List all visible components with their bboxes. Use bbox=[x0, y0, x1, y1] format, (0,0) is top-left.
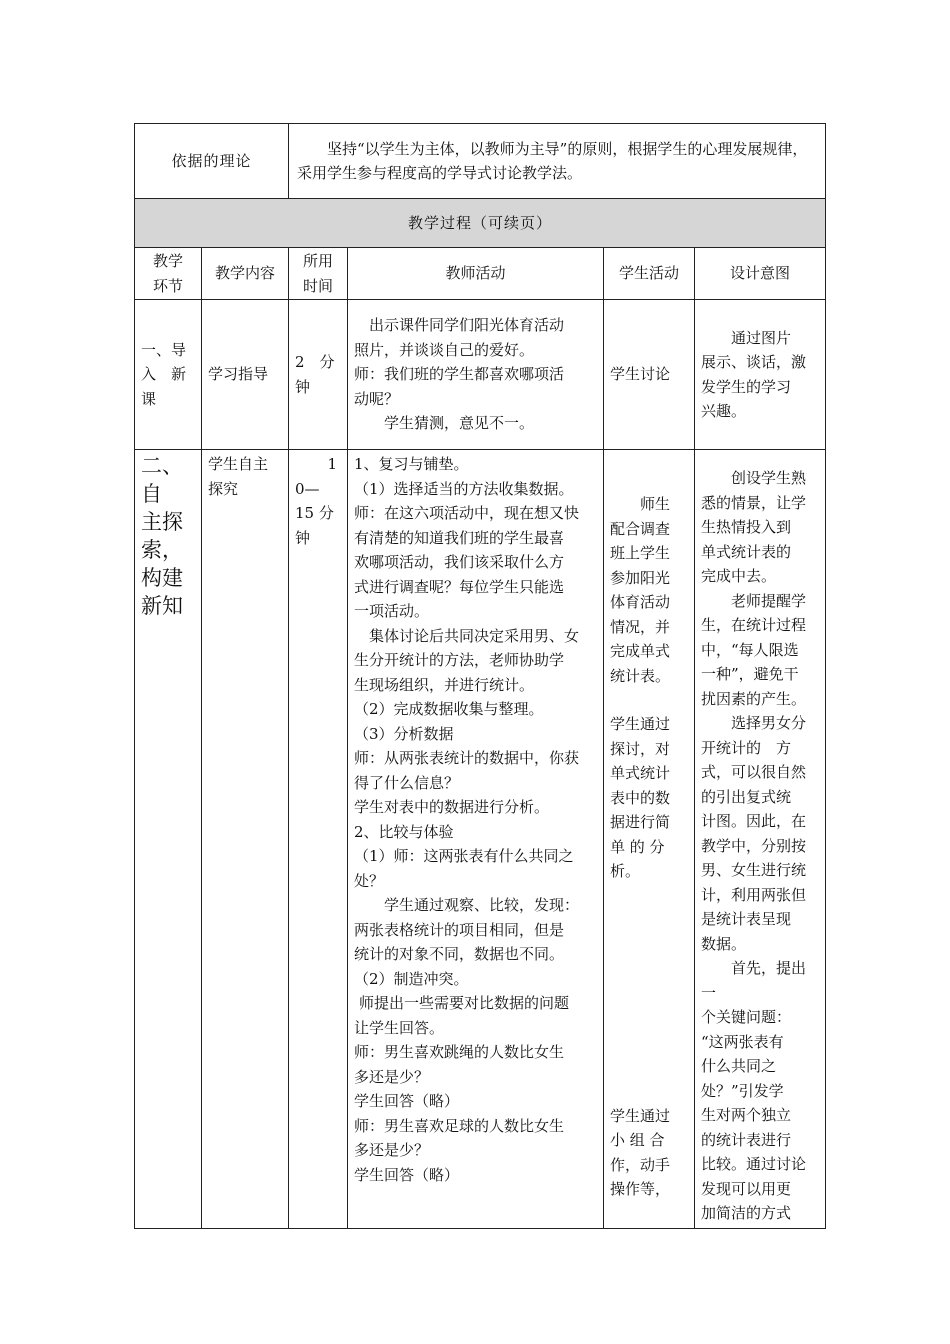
teacher-line: 师提出一些需要对比数据的问题 bbox=[359, 994, 570, 1012]
row1-time-line: 钟 bbox=[295, 377, 311, 396]
teacher-line: 生分开统计的方法，老师协助学 bbox=[354, 651, 565, 669]
teacher-line: （2）完成数据收集与整理。 bbox=[354, 700, 544, 718]
teacher-line: 学生猜测，意见不一。 bbox=[384, 414, 535, 433]
row1-phase-line: 课 bbox=[141, 389, 157, 408]
intent-line: 生，在统计过程 bbox=[701, 616, 807, 634]
row1-time-line: 2 分 bbox=[295, 353, 335, 371]
intent-line: 中，“每人限选 bbox=[701, 640, 799, 659]
teacher-line: 师：我们班的学生都喜欢哪项活 bbox=[354, 365, 565, 384]
lesson-plan-document bbox=[134, 123, 825, 1229]
row2-intent bbox=[695, 450, 826, 1229]
teacher-line: 多还是少？ bbox=[354, 1067, 430, 1086]
student-line: 配合调查 bbox=[610, 519, 671, 538]
teacher-line: 出示课件同学们阳光体育活动 bbox=[369, 316, 565, 335]
intent-line: 开统计的 方 bbox=[701, 738, 792, 757]
teacher-line: 统计的对象不同，数据也不同。 bbox=[354, 945, 565, 963]
intent-line: 生对两个独立 bbox=[701, 1106, 792, 1124]
teacher-line: 学生通过观察、比较，发现： bbox=[384, 896, 580, 914]
header-content: 教学内容 bbox=[202, 248, 289, 300]
row1-phase-line: 入 新 bbox=[141, 365, 187, 384]
intent-line: 教学中，分别按 bbox=[701, 836, 807, 855]
intent-line: 单式统计表的 bbox=[701, 542, 792, 561]
teacher-line: 让学生回答。 bbox=[354, 1018, 445, 1037]
teacher-line: （1）师：这两张表有什么共同之 bbox=[354, 847, 574, 865]
intent-line: 兴趣。 bbox=[701, 402, 747, 420]
student-line: 据进行简 bbox=[610, 813, 671, 831]
row2-phase-line: 主探 bbox=[141, 510, 183, 534]
teacher-line: 一项活动。 bbox=[354, 602, 430, 620]
teacher-line: （2）制造冲突。 bbox=[354, 969, 469, 988]
teacher-line: 2、比较与体验 bbox=[354, 822, 454, 841]
student-line: 析。 bbox=[610, 862, 641, 880]
row1-time bbox=[289, 300, 348, 450]
row1-phase bbox=[135, 300, 202, 450]
teacher-line: 师：男生喜欢足球的人数比女生 bbox=[354, 1116, 565, 1135]
header-time bbox=[289, 248, 348, 300]
student-line: 班上学生 bbox=[610, 544, 671, 562]
student-line: 学生通过 bbox=[610, 715, 671, 733]
teacher-line: 式进行调查呢？每位学生只能选 bbox=[354, 577, 565, 596]
header-phase-line: 教学 bbox=[152, 252, 183, 270]
student-line: 单 的 分 bbox=[610, 837, 665, 856]
row2-phase-line: 构建 bbox=[141, 566, 183, 590]
row2-phase-line: 新知 bbox=[141, 594, 183, 618]
row2-phase-line: 二、自 bbox=[141, 454, 183, 506]
intent-line: 一种”，避免干 bbox=[701, 665, 799, 683]
row-explore bbox=[135, 450, 826, 1229]
student-line: 操作等， bbox=[610, 1180, 671, 1198]
intent-line: 处？”引发学 bbox=[701, 1081, 784, 1100]
row1-content: 学习指导 bbox=[202, 300, 289, 450]
intent-line: 加简洁的方式 bbox=[701, 1204, 792, 1222]
row2-content-line: 探究 bbox=[208, 479, 239, 498]
lesson-plan-table bbox=[134, 123, 826, 1229]
intent-line: 计图。因此，在 bbox=[701, 812, 807, 830]
row2-time-line: 钟 bbox=[295, 528, 311, 547]
student-line: 师生 bbox=[640, 495, 671, 513]
row2-content bbox=[202, 450, 289, 1229]
header-intent: 设计意图 bbox=[695, 248, 826, 300]
student-line: 统计表。 bbox=[610, 666, 671, 685]
intent-line: 扰因素的产生。 bbox=[701, 689, 807, 708]
student-line: 表中的数 bbox=[610, 788, 671, 807]
student-line: 体育活动 bbox=[610, 593, 671, 611]
header-student: 学生活动 bbox=[604, 248, 695, 300]
teacher-line: 多还是少？ bbox=[354, 1141, 430, 1159]
teacher-line: 动呢？ bbox=[354, 389, 400, 408]
intent-line: 式，可以很自然 bbox=[701, 763, 807, 781]
header-phase-line: 环节 bbox=[152, 276, 183, 295]
row1-teacher bbox=[348, 300, 604, 450]
intent-line: 展示、谈话，激 bbox=[701, 353, 807, 371]
teacher-line: 得了什么信息？ bbox=[354, 773, 460, 792]
student-line: 情况，并 bbox=[610, 617, 671, 636]
student-line: 完成单式 bbox=[610, 642, 671, 660]
teacher-line: 学生回答（略） bbox=[354, 1092, 460, 1110]
student-line: 学生通过 bbox=[610, 1106, 671, 1125]
intent-line: 男、女生进行统 bbox=[701, 861, 807, 879]
row2-content-line: 学生自主 bbox=[208, 455, 269, 473]
teacher-line: 学生回答（略） bbox=[354, 1165, 460, 1184]
intent-line: 发现可以用更 bbox=[701, 1179, 792, 1198]
teacher-line: （1）选择适当的方法收集数据。 bbox=[354, 479, 574, 498]
teacher-line: 两张表格统计的项目相同，但是 bbox=[354, 920, 565, 939]
intent-line: 计，利用两张但 bbox=[701, 885, 807, 904]
teacher-line: 集体讨论后共同决定采用男、女 bbox=[369, 626, 580, 645]
student-line: 小 组 合 bbox=[610, 1131, 665, 1149]
intent-line: 什么共同之 bbox=[701, 1057, 777, 1075]
student-line: 参加阳光 bbox=[610, 568, 671, 587]
row2-time bbox=[289, 450, 348, 1229]
student-line: 探讨，对 bbox=[610, 739, 671, 758]
row1-phase-line: 一、导 bbox=[141, 340, 187, 359]
intent-line: 通过图片 bbox=[731, 328, 792, 347]
intent-line: 选择男女分 bbox=[731, 714, 807, 732]
teacher-line: 师：男生喜欢跳绳的人数比女生 bbox=[354, 1043, 565, 1061]
student-line: 作，动手 bbox=[610, 1155, 671, 1174]
intent-line: 创设学生熟 bbox=[731, 469, 807, 487]
theory-label: 依据的理论 bbox=[135, 124, 289, 199]
header-teacher: 教师活动 bbox=[348, 248, 604, 300]
process-banner: 教学过程（可续页） bbox=[135, 199, 826, 248]
intent-line: 首先，提出一 bbox=[701, 959, 807, 1002]
header-time-line: 所用 bbox=[303, 252, 334, 270]
theory-row bbox=[135, 124, 826, 199]
intent-line: 生热情投入到 bbox=[701, 518, 792, 536]
row1-intent bbox=[695, 300, 826, 450]
teacher-line: 学生对表中的数据进行分析。 bbox=[354, 798, 550, 816]
teacher-line: 处？ bbox=[354, 871, 385, 890]
intent-line: 是统计表呈现 bbox=[701, 910, 792, 928]
row2-time-line: 1 bbox=[327, 455, 338, 473]
student-line: 单式统计 bbox=[610, 764, 671, 782]
row-intro bbox=[135, 300, 826, 450]
intent-line: 数据。 bbox=[701, 934, 747, 953]
teacher-line: 照片，并谈谈自己的爱好。 bbox=[354, 340, 535, 359]
row2-phase bbox=[135, 450, 202, 1229]
intent-line: 完成中去。 bbox=[701, 567, 777, 585]
row1-student: 学生讨论 bbox=[604, 300, 695, 450]
intent-line: 个关键问题： bbox=[701, 1008, 792, 1026]
row2-phase-line: 索， bbox=[141, 538, 183, 562]
intent-line: “这两张表有 bbox=[701, 1032, 784, 1051]
teacher-line: （3）分析数据 bbox=[354, 724, 454, 743]
row2-student bbox=[604, 450, 695, 1229]
intent-line: 悉的情景，让学 bbox=[701, 493, 807, 512]
intent-line: 的统计表进行 bbox=[701, 1130, 792, 1149]
intent-line: 比较。通过讨论 bbox=[701, 1155, 807, 1173]
row2-time-line: 0— bbox=[295, 479, 320, 498]
teacher-line: 欢哪项活动，我们该采取什么方 bbox=[354, 553, 565, 571]
row2-teacher bbox=[348, 450, 604, 1229]
process-banner-row bbox=[135, 199, 826, 248]
teacher-line: 1、复习与铺垫。 bbox=[354, 455, 469, 473]
header-row bbox=[135, 248, 826, 300]
header-time-line: 时间 bbox=[303, 276, 334, 295]
row2-time-line: 15 分 bbox=[295, 504, 334, 522]
intent-line: 老师提醒学 bbox=[731, 591, 807, 610]
intent-line: 的引出复式统 bbox=[701, 787, 792, 806]
teacher-line: 生现场组织，并进行统计。 bbox=[354, 675, 535, 694]
theory-text: 坚持“以学生为主体，以教师为主导”的原则，根据学生的心理发展规律，采用学生参与程度高的学导式讨论教学法。 bbox=[289, 124, 826, 199]
teacher-line: 有清楚的知道我们班的学生最喜 bbox=[354, 528, 565, 547]
intent-line: 发学生的学习 bbox=[701, 377, 792, 396]
header-phase bbox=[135, 248, 202, 300]
teacher-line: 师：从两张表统计的数据中，你获 bbox=[354, 749, 580, 767]
teacher-line: 师：在这六项活动中，现在想又快 bbox=[354, 504, 580, 522]
